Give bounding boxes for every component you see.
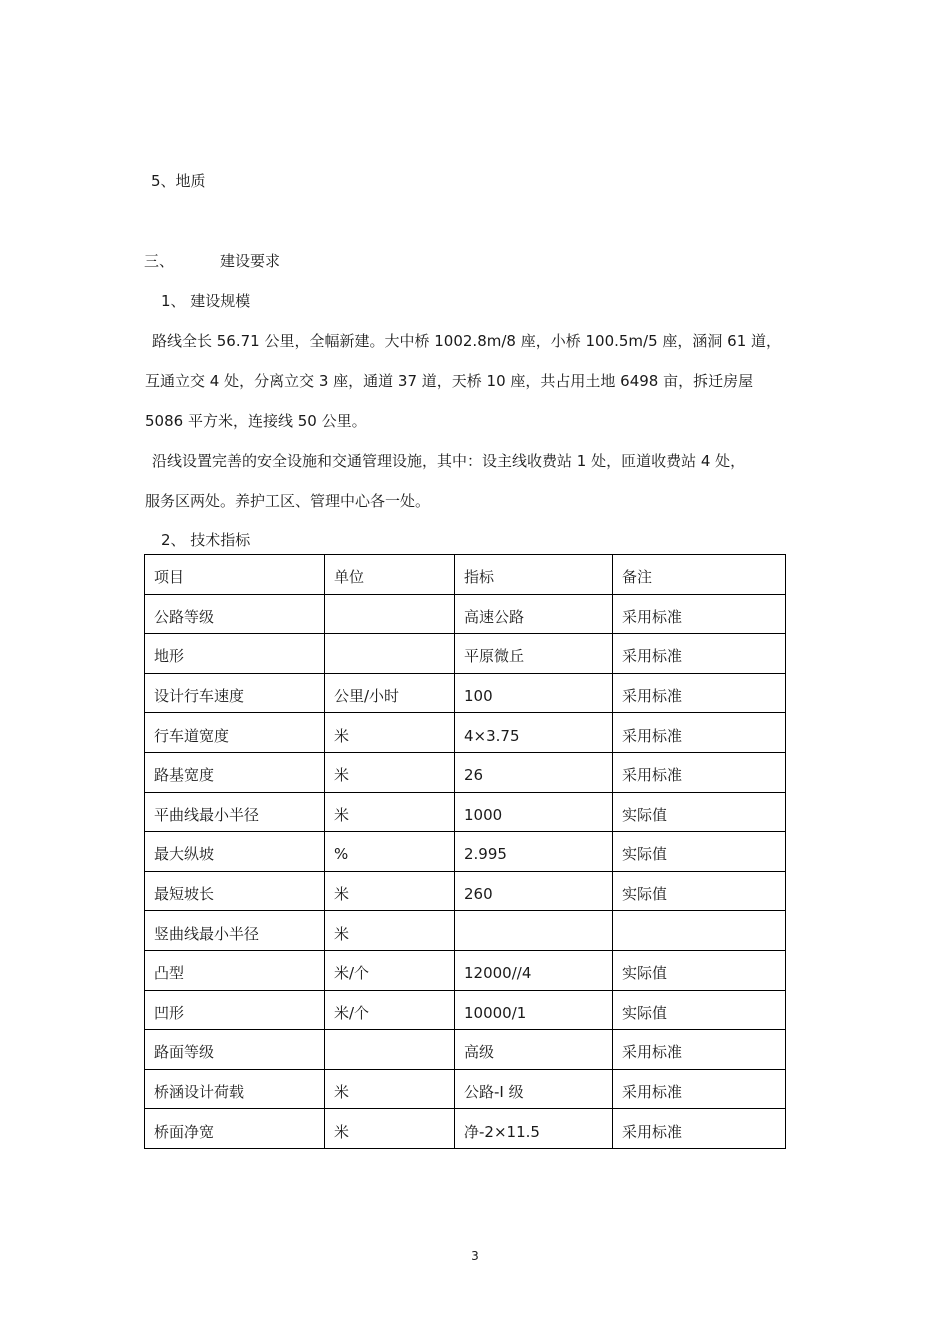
table-cell: % xyxy=(325,832,455,872)
table-cell: 桥涵设计荷载 xyxy=(145,1069,325,1109)
subsection-heading-specs: 2、 技术指标 xyxy=(161,531,251,549)
table-cell: 米/个 xyxy=(325,950,455,990)
table-cell: 采用标准 xyxy=(613,594,786,634)
table-header-cell: 项目 xyxy=(145,555,325,595)
table-cell: 米 xyxy=(325,871,455,911)
table-cell: 最短坡长 xyxy=(145,871,325,911)
table-row xyxy=(145,911,786,951)
table-cell: 设计行车速度 xyxy=(145,673,325,713)
table-row xyxy=(145,871,786,911)
table-cell: 26 xyxy=(455,752,613,792)
table-cell: 米 xyxy=(325,1109,455,1149)
table-cell: 采用标准 xyxy=(613,713,786,753)
table-row xyxy=(145,594,786,634)
geology-heading: 5、地质 xyxy=(151,172,206,190)
table-row xyxy=(145,634,786,674)
table-cell: 高速公路 xyxy=(455,594,613,634)
table-cell: 米 xyxy=(325,1069,455,1109)
paragraph-line: 互通立交 4 处，分离立交 3 座，通道 37 道，天桥 10 座，共占用土地 6498 亩，拆迁房屋 xyxy=(145,372,754,390)
table-cell: 260 xyxy=(455,871,613,911)
paragraph-line: 5086 平方米，连接线 50 公里。 xyxy=(145,412,367,430)
table-cell: 凸型 xyxy=(145,950,325,990)
table-cell: 米 xyxy=(325,713,455,753)
table-cell: 实际值 xyxy=(613,871,786,911)
table-header-cell: 备注 xyxy=(613,555,786,595)
paragraph-line: 服务区两处。养护工区、管理中心各一处。 xyxy=(145,492,431,510)
table-cell: 平曲线最小半径 xyxy=(145,792,325,832)
table-cell: 采用标准 xyxy=(613,1109,786,1149)
table-cell: 米 xyxy=(325,911,455,951)
table-row xyxy=(145,950,786,990)
table-row xyxy=(145,990,786,1030)
section-number: 三、 xyxy=(144,252,175,270)
table-cell: 2.995 xyxy=(455,832,613,872)
table-row xyxy=(145,713,786,753)
table-cell: 实际值 xyxy=(613,950,786,990)
table-cell: 实际值 xyxy=(613,832,786,872)
table-row xyxy=(145,673,786,713)
table-row xyxy=(145,752,786,792)
table-cell: 12000//4 xyxy=(455,950,613,990)
table-cell: 4×3.75 xyxy=(455,713,613,753)
table-cell: 采用标准 xyxy=(613,1030,786,1070)
table-cell: 凹形 xyxy=(145,990,325,1030)
table-row xyxy=(145,1109,786,1149)
table-cell: 米 xyxy=(325,752,455,792)
table-cell: 10000/1 xyxy=(455,990,613,1030)
paragraph-line: 路线全长 56.71 公里，全幅新建。大中桥 1002.8m/8 座，小桥 100.5m/5 座，涵洞 61 道， xyxy=(152,332,782,350)
spec-table xyxy=(144,554,786,1149)
table-cell: 公路等级 xyxy=(145,594,325,634)
table-cell xyxy=(613,911,786,951)
table-cell: 路基宽度 xyxy=(145,752,325,792)
table-cell xyxy=(325,634,455,674)
page-number: 3 xyxy=(471,1249,479,1263)
subsection-heading-scale: 1、 建设规模 xyxy=(161,292,251,310)
table-cell: 实际值 xyxy=(613,990,786,1030)
table-row xyxy=(145,792,786,832)
table-cell: 最大纵坡 xyxy=(145,832,325,872)
table-row xyxy=(145,832,786,872)
table-cell: 100 xyxy=(455,673,613,713)
table-cell: 采用标准 xyxy=(613,1069,786,1109)
table-row xyxy=(145,1030,786,1070)
table-header-cell: 指标 xyxy=(455,555,613,595)
section-heading xyxy=(144,251,280,271)
table-cell: 高级 xyxy=(455,1030,613,1070)
table-cell: 地形 xyxy=(145,634,325,674)
table-header-row xyxy=(145,555,786,595)
table-cell: 行车道宽度 xyxy=(145,713,325,753)
table-cell: 实际值 xyxy=(613,792,786,832)
table-cell: 采用标准 xyxy=(613,634,786,674)
table-cell: 净-2×11.5 xyxy=(455,1109,613,1149)
table-header-cell: 单位 xyxy=(325,555,455,595)
table-cell: 竖曲线最小半径 xyxy=(145,911,325,951)
table-cell xyxy=(455,911,613,951)
table-cell xyxy=(325,594,455,634)
table-cell: 1000 xyxy=(455,792,613,832)
table-cell: 采用标准 xyxy=(613,752,786,792)
section-title: 建设要求 xyxy=(220,252,281,270)
table-cell: 路面等级 xyxy=(145,1030,325,1070)
table-cell: 公路-I 级 xyxy=(455,1069,613,1109)
table-cell: 公里/小时 xyxy=(325,673,455,713)
table-row xyxy=(145,1069,786,1109)
table-cell: 米/个 xyxy=(325,990,455,1030)
table-cell: 采用标准 xyxy=(613,673,786,713)
table-cell: 米 xyxy=(325,792,455,832)
table-cell: 桥面净宽 xyxy=(145,1109,325,1149)
paragraph-line: 沿线设置完善的安全设施和交通管理设施，其中：设主线收费站 1 处，匝道收费站 4 处， xyxy=(152,452,746,470)
table-cell xyxy=(325,1030,455,1070)
table-cell: 平原微丘 xyxy=(455,634,613,674)
